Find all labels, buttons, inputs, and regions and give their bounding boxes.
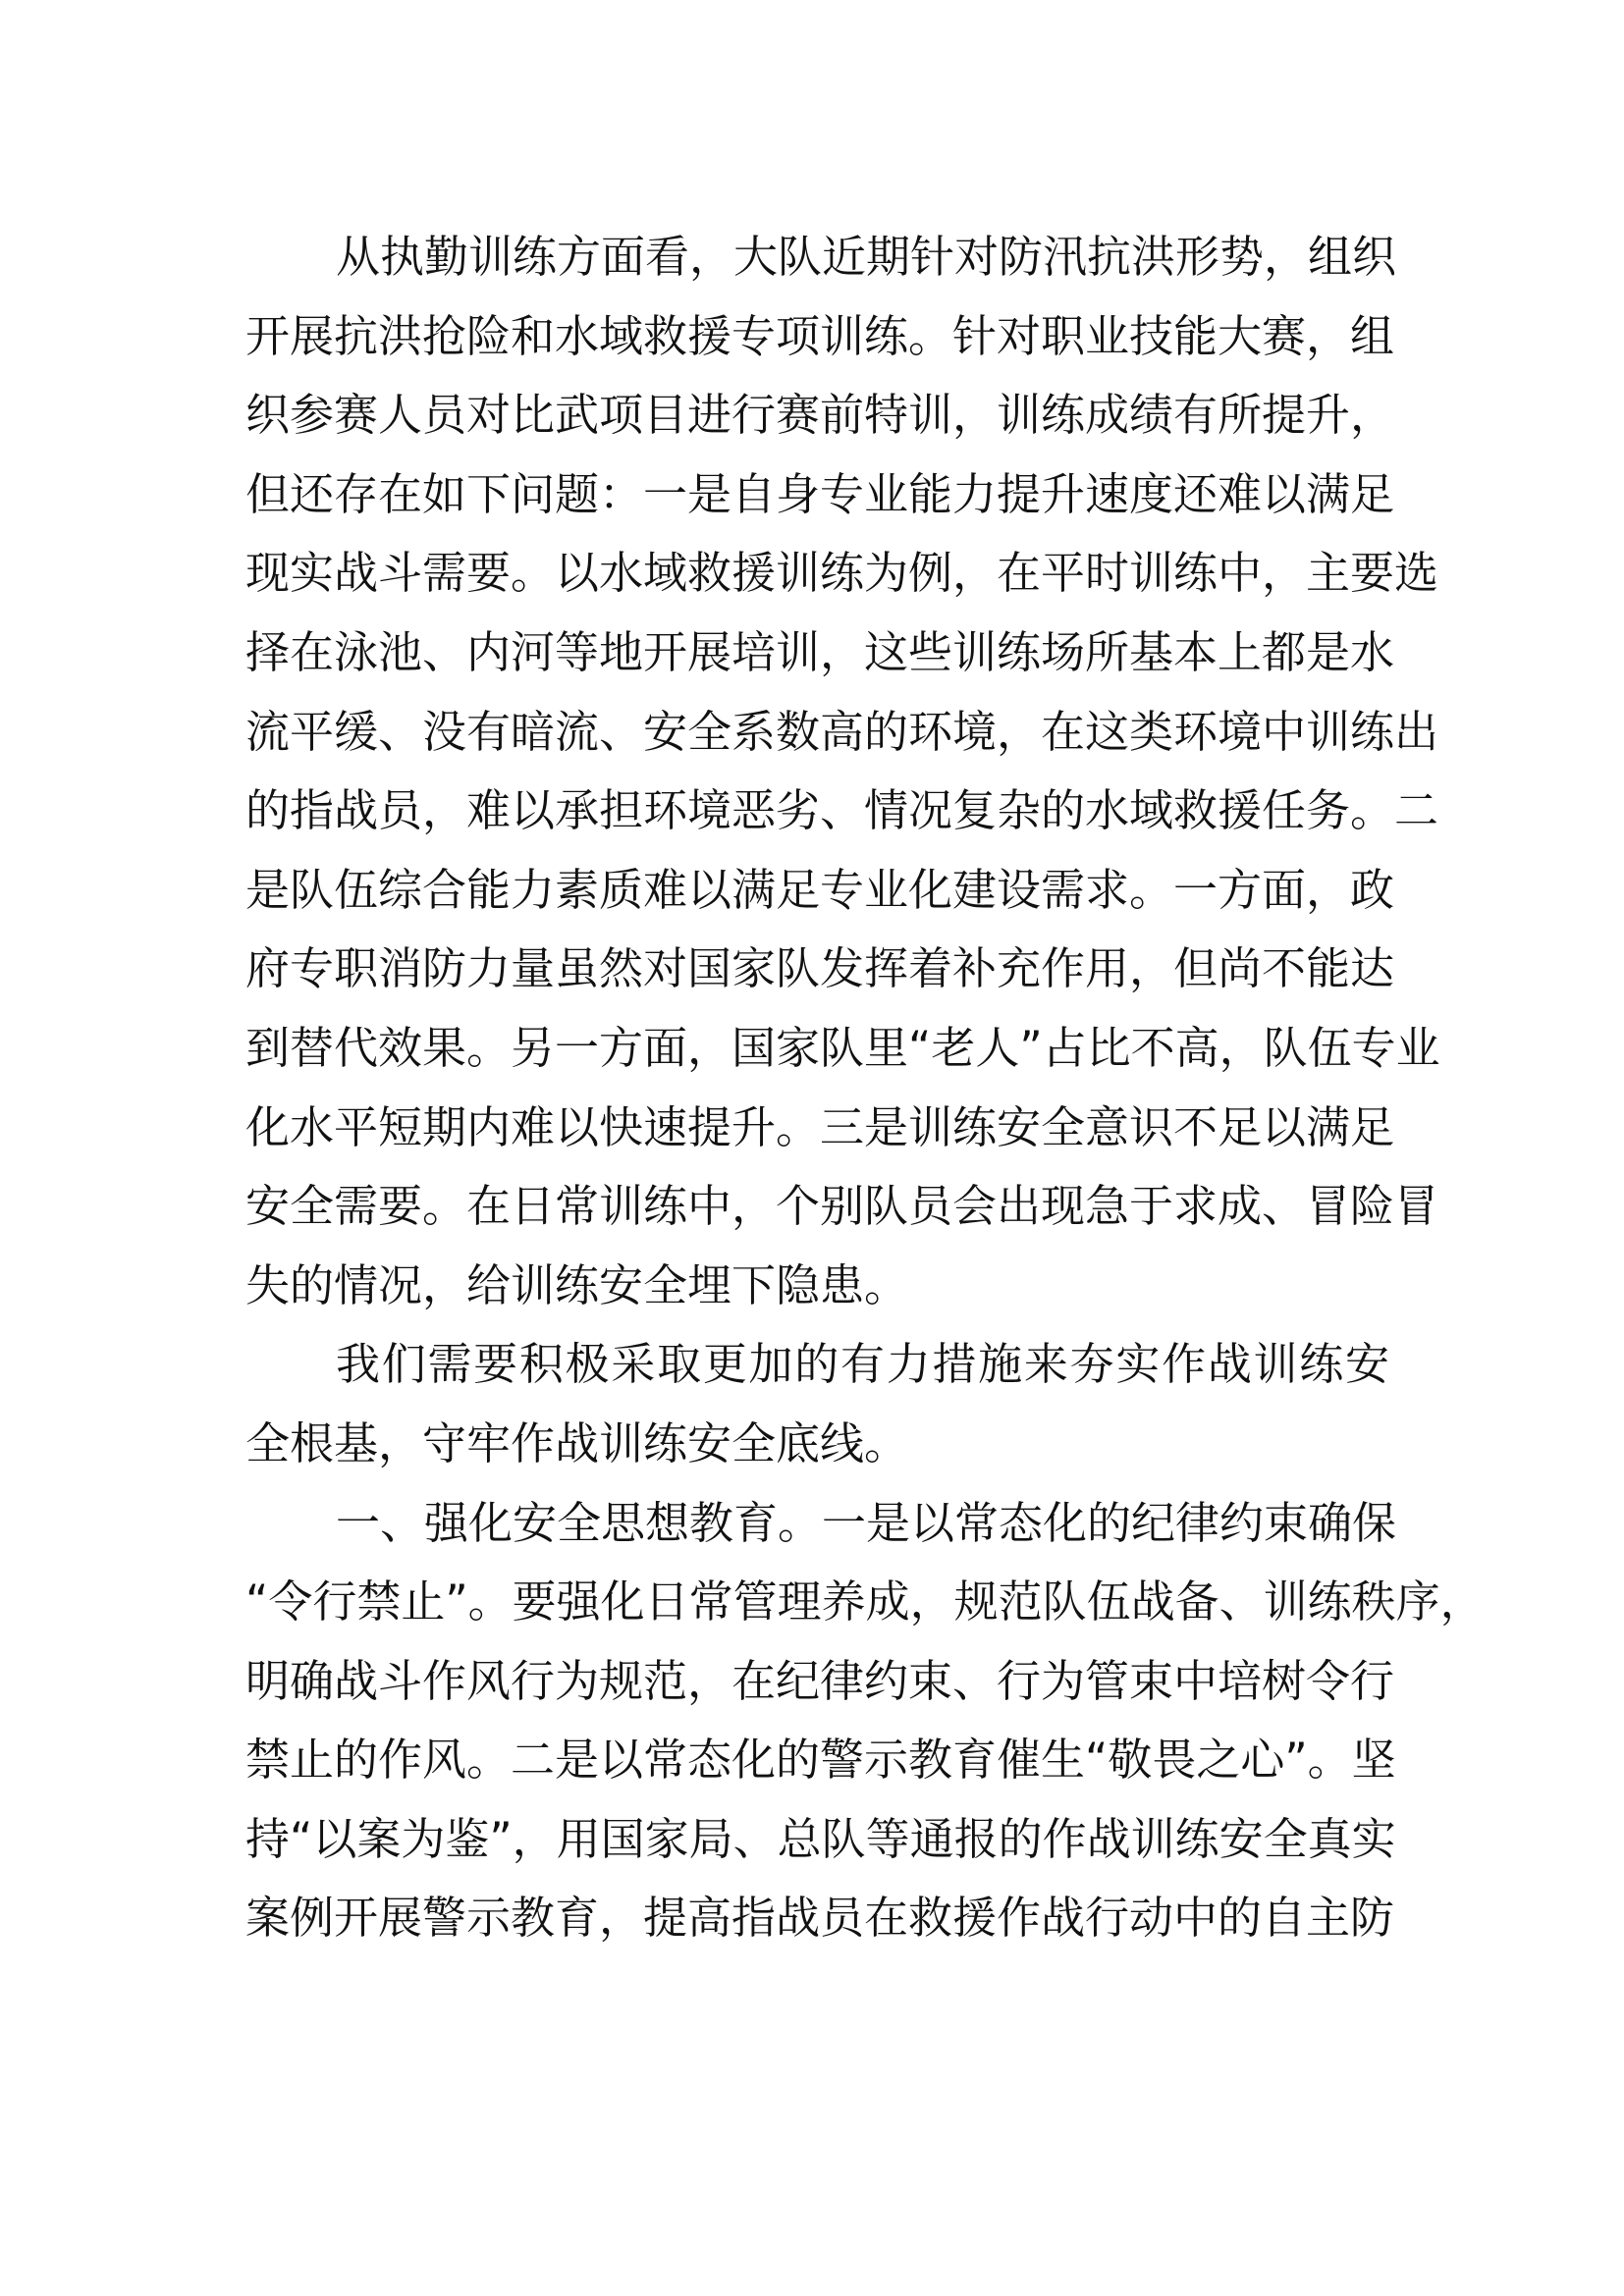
document-body [245,218,1485,1958]
paragraph-line: 流平缓、没有暗流、安全系数高的环境，在这类环境中训练出 [245,705,1439,758]
paragraph-line: 织参赛人员对比武项目进行赛前特训，训练成绩有所提升， [245,389,1395,442]
paragraph-line: 开展抗洪抢险和水域救援专项训练。针对职业技能大赛，组 [245,309,1395,362]
paragraph-line: 持“以案为鉴”，用国家局、总队等通报的作战训练安全真实 [245,1812,1396,1865]
paragraph-line: 的指战员，难以承担环境恶劣、情况复杂的水域救援任务。二 [245,784,1439,837]
paragraph-line: 但还存在如下问题：一是自身专业能力提升速度还难以满足 [245,467,1395,520]
paragraph-line: 一、强化安全思想教育。一是以常态化的纪律约束确保 [336,1496,1397,1549]
paragraph-line: 全根基，守牢作战训练安全底线。 [245,1416,909,1469]
paragraph-line: 择在泳池、内河等地开展培训，这些训练场所基本上都是水 [245,625,1395,678]
paragraph-line: 我们需要积极采取更加的有力措施来夯实作战训练安 [336,1338,1389,1391]
paragraph-line: 府专职消防力量虽然对国家队发挥着补充作用，但尚不能达 [245,942,1395,995]
paragraph-line: 从执勤训练方面看，大队近期针对防汛抗洪形势，组织 [336,231,1397,283]
paragraph-line: 案例开展警示教育，提高指战员在救援作战行动中的自主防 [245,1892,1395,1945]
paragraph-line: 现实战斗需要。以水域救援训练为例，在平时训练中，主要选 [245,547,1439,600]
paragraph-line: “令行禁止”。要强化日常管理养成，规范队伍战备、训练秩序， [245,1575,1485,1629]
paragraph-line: 安全需要。在日常训练中，个别队员会出现急于求成、冒险冒 [245,1180,1439,1233]
paragraph-line: 禁止的作风。二是以常态化的警示教育催生“敬畏之心”。坚 [245,1734,1396,1787]
paragraph-line: 化水平短期内难以快速提升。三是训练安全意识不足以满足 [245,1100,1395,1153]
paragraph-line: 明确战斗作风行为规范，在纪律约束、行为管束中培树令行 [245,1654,1395,1707]
paragraph-line: 到替代效果。另一方面，国家队里“老人”占比不高，队伍专业 [245,1021,1440,1074]
paragraph-line: 是队伍综合能力素质难以满足专业化建设需求。一方面，政 [245,863,1395,916]
paragraph-line: 失的情况，给训练安全埋下隐患。 [245,1258,909,1311]
